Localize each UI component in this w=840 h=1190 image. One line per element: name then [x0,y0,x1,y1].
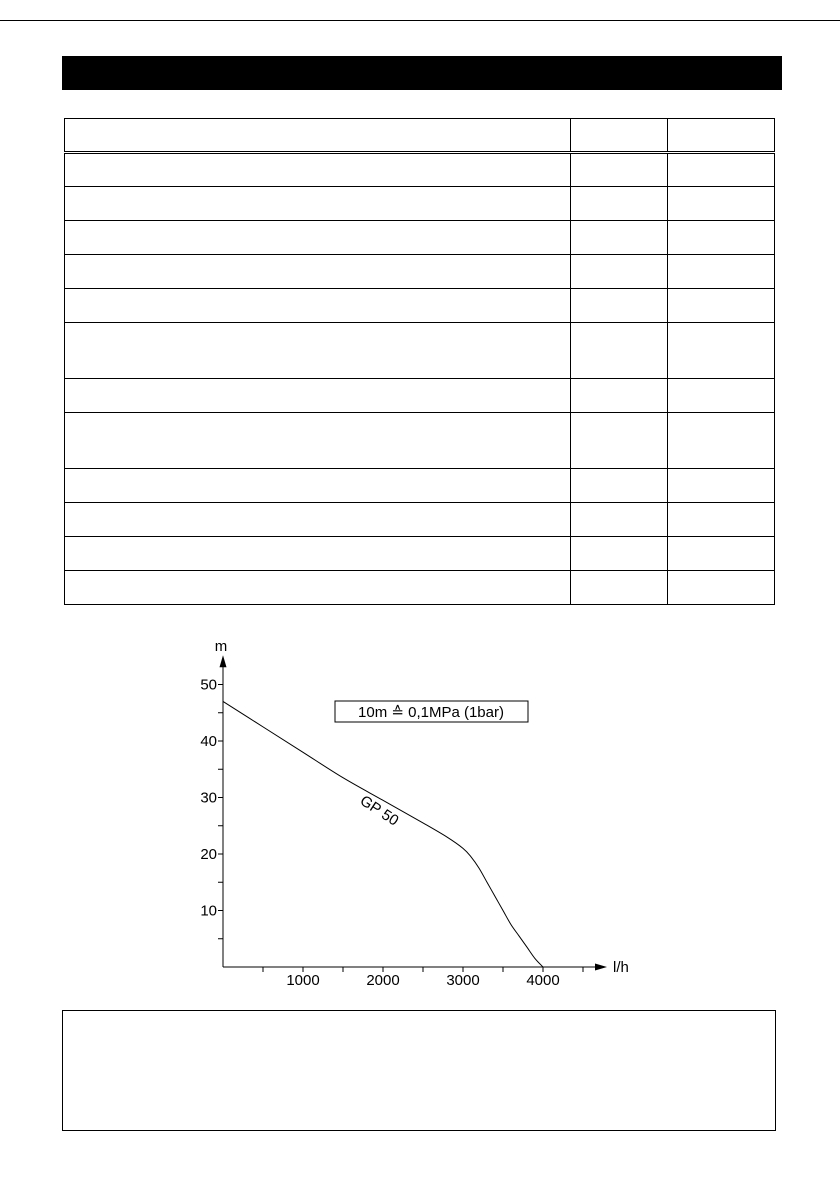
table-cell [65,187,571,221]
table-cell [668,187,775,221]
table-row [65,323,775,379]
table-row [65,153,775,187]
table-cell [65,255,571,289]
table-header-row [65,119,775,153]
table-cell [65,119,571,153]
table-cell [571,255,668,289]
x-tick-label: 1000 [286,972,320,989]
x-tick-label: 2000 [366,972,400,989]
table-cell [571,469,668,503]
y-tick-label: 40 [200,733,217,750]
table-cell [571,289,668,323]
table-cell [668,571,775,605]
annotation-text: 10m ≙ 0,1MPa (1bar) [358,704,504,721]
top-rule [0,20,840,21]
y-tick-label: 10 [200,902,217,920]
table-cell [571,571,668,605]
table-cell [65,413,571,469]
table-cell [571,153,668,187]
table-row [65,289,775,323]
table-cell [571,187,668,221]
table-row [65,255,775,289]
table-cell [668,469,775,503]
table-cell [668,503,775,537]
x-axis-label: l/h [613,959,629,976]
table-row [65,379,775,413]
table-cell [571,537,668,571]
table-cell [668,413,775,469]
table-cell [65,323,571,379]
table-cell [65,379,571,413]
table-row [65,537,775,571]
spec-table [64,118,775,605]
y-tick-label: 50 [200,676,217,694]
table-cell [65,571,571,605]
table-cell [65,503,571,537]
table-cell [571,503,668,537]
chart-svg [150,640,670,1000]
table-cell [668,323,775,379]
x-axis-arrow [595,964,607,971]
table-cell [668,255,775,289]
table-cell [65,469,571,503]
table-row [65,187,775,221]
x-tick-label: 4000 [526,972,560,989]
table-cell [668,221,775,255]
table-cell [668,153,775,187]
table-cell [571,119,668,153]
y-tick-label: 30 [200,789,217,807]
table-cell [571,221,668,255]
x-tick-label: 3000 [446,972,480,989]
table-cell [668,379,775,413]
table-cell [571,413,668,469]
note-box [62,1010,776,1131]
table-row [65,469,775,503]
table-cell [571,323,668,379]
pump-curve-chart [150,640,670,1000]
table-cell [668,537,775,571]
header-bar [62,56,782,90]
table-row [65,221,775,255]
series-line [223,701,543,967]
table-row [65,413,775,469]
table-cell [65,221,571,255]
y-axis-arrow [220,655,227,667]
y-tick-label: 20 [200,846,217,863]
table-cell [668,119,775,153]
table-cell [668,289,775,323]
series-label: GP 50 [356,792,402,830]
table-cell [65,153,571,187]
table-cell [65,289,571,323]
table-cell [571,379,668,413]
y-axis-label: m [214,640,228,656]
table-row [65,503,775,537]
table-cell [65,537,571,571]
table-row [65,571,775,605]
